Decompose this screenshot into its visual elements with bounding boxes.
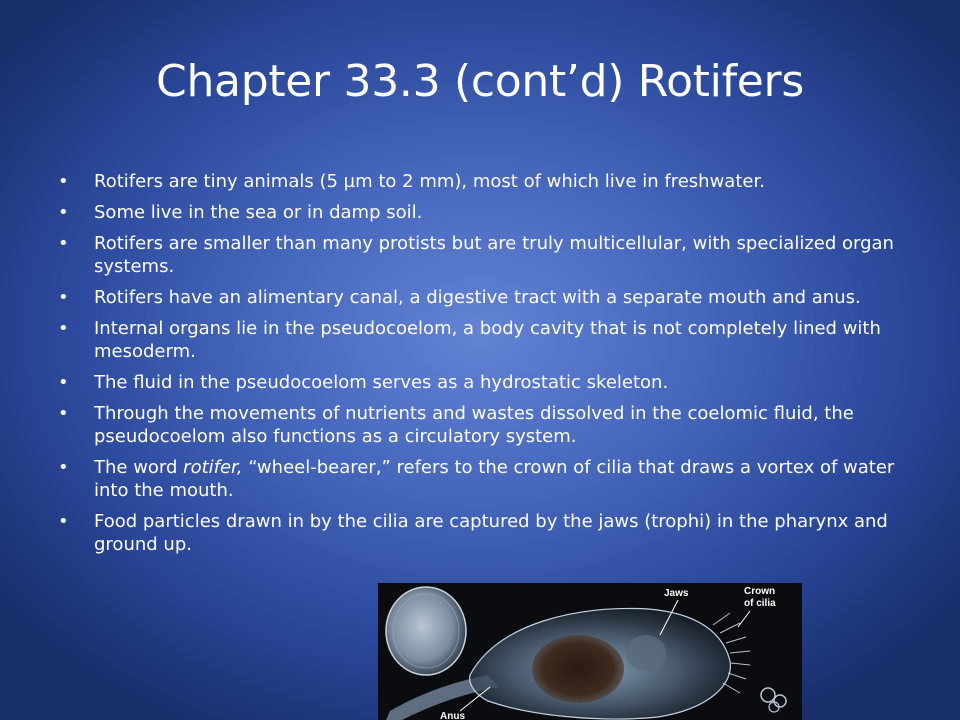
bullet-text: Internal organs lie in the pseudocoelom, a body cavity that is not completely lined with mesoderm. (94, 318, 881, 362)
bullet-item (58, 402, 908, 448)
bullet-item (58, 286, 908, 309)
label-crown: Crown (744, 586, 776, 597)
rotifer-micrograph (378, 583, 802, 720)
bullet-item (58, 232, 908, 278)
bullet-text: Rotifers are tiny animals (5 µm to 2 mm), most of which live in freshwater. (94, 171, 765, 192)
label-crown-cilia: of cilia (744, 598, 776, 609)
bullet-text: Some live in the sea or in damp soil. (94, 202, 423, 223)
bullet-marker: • (58, 403, 69, 424)
bullet-text: The word rotifer, “wheel-bearer,” refers to the crown of cilia that draws a vortex of water into the mouth. (94, 457, 895, 501)
rotifer-illustration (378, 583, 802, 720)
label-jaws: Jaws (664, 588, 689, 599)
bullet-marker: • (58, 287, 69, 308)
rotifer-gut (532, 635, 624, 703)
label-anus: Anus (440, 711, 465, 720)
bullet-text: Rotifers have an alimentary canal, a digestive tract with a separate mouth and anus. (94, 287, 861, 308)
bullet-list (58, 170, 908, 564)
bullet-marker: • (58, 318, 69, 339)
bullet-text: Rotifers are smaller than many protists but are truly multicellular, with specialized organ systems. (94, 233, 894, 277)
bullet-marker: • (58, 202, 69, 223)
bullet-item (58, 371, 908, 394)
emphasis-term: rotifer, (183, 457, 243, 478)
slide-title: Chapter 33.3 (cont’d) Rotifers (156, 56, 804, 107)
bullet-marker: • (58, 457, 69, 478)
bullet-item (58, 170, 908, 193)
bullet-text: The fluid in the pseudocoelom serves as a hydrostatic skeleton. (94, 372, 669, 393)
bullet-item (58, 456, 908, 502)
bullet-text: Food particles drawn in by the cilia are captured by the jaws (trophi) in the pharynx and ground up. (94, 511, 888, 555)
bullet-item (58, 510, 908, 556)
bullet-marker: • (58, 372, 69, 393)
bullet-marker: • (58, 511, 69, 532)
egg-cell (386, 587, 466, 675)
bullet-text: Through the movements of nutrients and wastes dissolved in the coelomic fluid, the pseudocoelom also functions as a circulatory system. (94, 403, 854, 447)
bullet-marker: • (58, 233, 69, 254)
bullet-marker: • (58, 171, 69, 192)
bullet-item (58, 201, 908, 224)
bullet-item (58, 317, 908, 363)
